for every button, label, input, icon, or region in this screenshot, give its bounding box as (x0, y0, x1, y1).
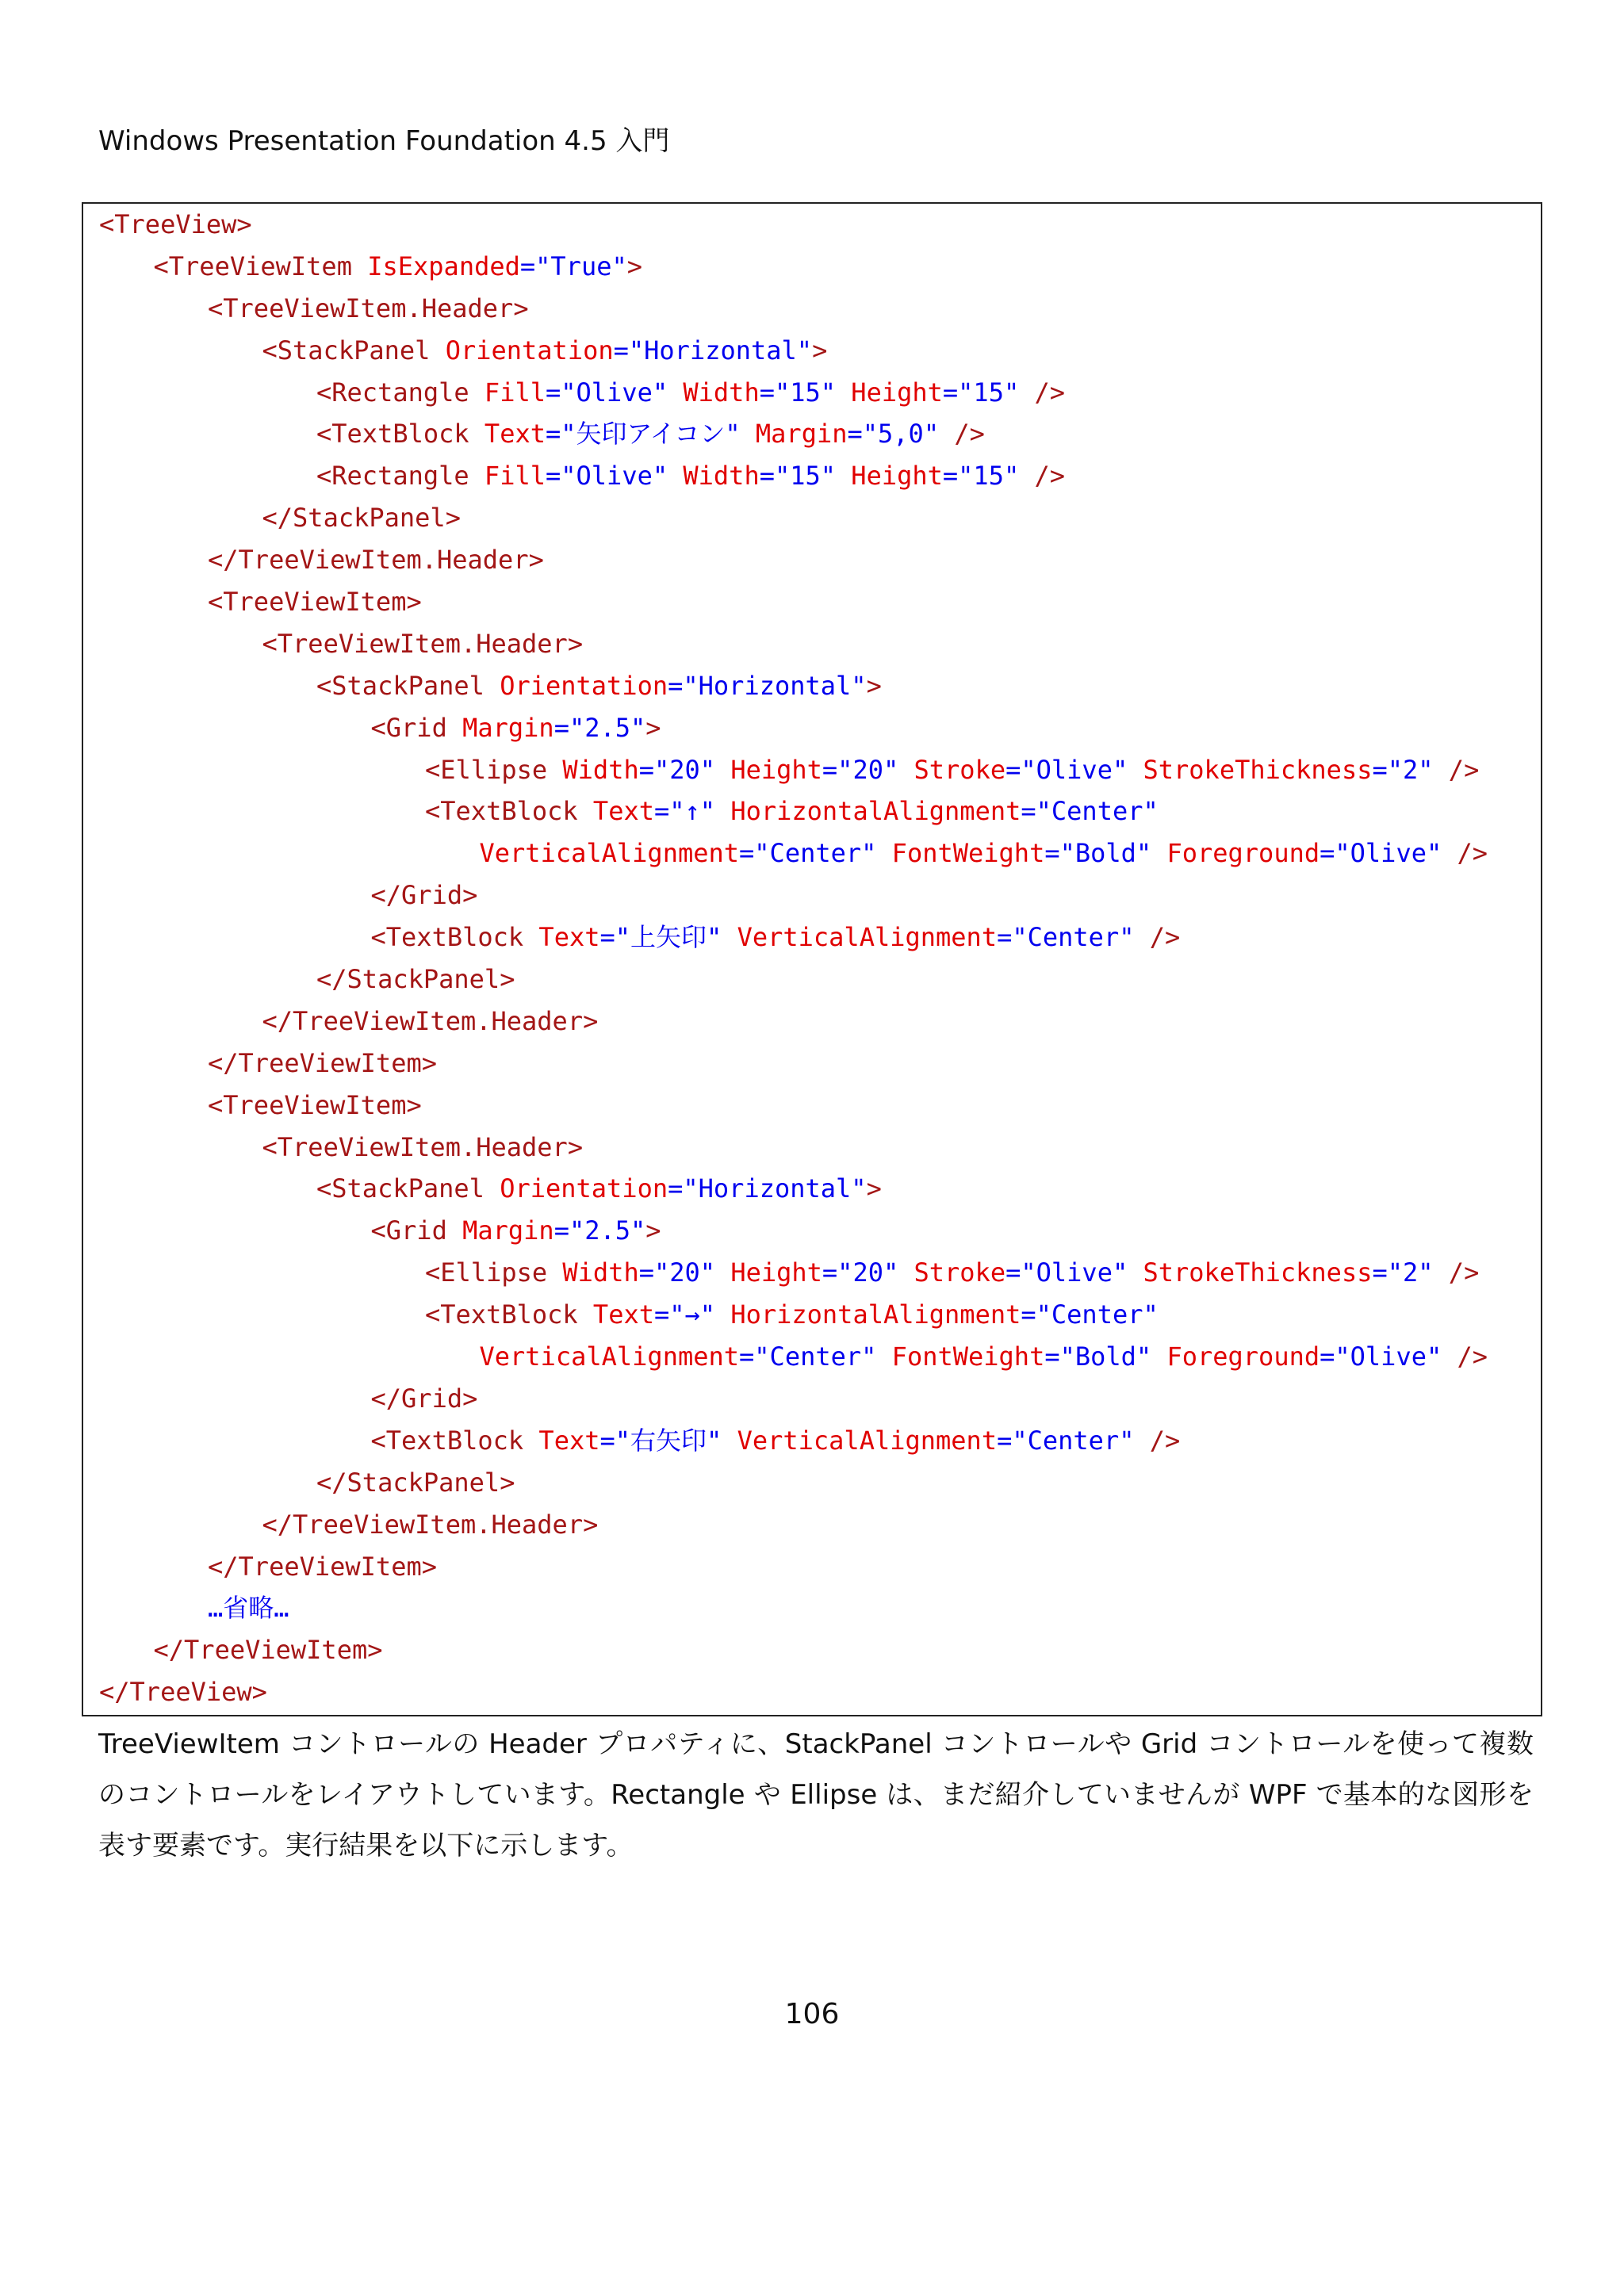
code-token-attr: StrokeThickness (1143, 1257, 1373, 1288)
code-line (99, 1587, 1488, 1629)
code-line (99, 874, 1488, 916)
code-line (99, 1168, 1488, 1210)
code-token-attr: VerticalAlignment (479, 838, 740, 869)
running-header: Windows Presentation Foundation 4.5 入門 (98, 125, 670, 157)
code-line (99, 372, 1488, 414)
code-line (99, 1043, 1488, 1085)
code-token-eq: = (545, 461, 561, 492)
code-token-attr: Margin (462, 712, 554, 743)
code-line (99, 832, 1488, 874)
code-listing (82, 202, 1542, 1716)
code-token-eq: = (613, 335, 629, 365)
code-token-val: "5,0" (862, 419, 955, 450)
code-token-val: "Olive" (1021, 754, 1143, 785)
code-token-attr: Orientation (500, 1173, 668, 1204)
code-token-eq: = (545, 377, 561, 408)
code-token-tag: </TreeViewItem> (208, 1551, 437, 1582)
code-line (99, 581, 1488, 623)
code-line (99, 1378, 1488, 1420)
code-token-tag: <Ellipse (425, 754, 563, 785)
code-token-tag: /> (1448, 754, 1480, 785)
code-line (99, 1252, 1488, 1294)
code-token-tag: <Rectangle (316, 461, 485, 492)
code-line (99, 497, 1488, 539)
code-line (99, 916, 1488, 959)
code-line (99, 539, 1488, 581)
code-token-tag: <Ellipse (425, 1257, 563, 1288)
code-token-tag: </StackPanel> (316, 964, 515, 995)
code-token-attr: Text (592, 1299, 654, 1330)
code-line (99, 959, 1488, 1001)
code-token-tag: <TreeViewItem> (208, 1089, 422, 1120)
code-token-val: "Olive" (1021, 1257, 1143, 1288)
code-token-attr: FontWeight (891, 1341, 1045, 1372)
code-line (99, 707, 1488, 749)
code-token-tag: <TreeView> (99, 209, 252, 239)
code-token-tag: > (866, 1173, 882, 1204)
code-token-val: "True" (535, 251, 627, 281)
code-line (99, 790, 1488, 832)
code-token-attr: Height (730, 1257, 822, 1288)
code-token-val: "2.5" (569, 1215, 646, 1246)
code-token-attr: IsExpanded (367, 251, 520, 281)
code-token-tag: <TreeViewItem (153, 251, 368, 281)
code-token-tag: <TextBlock (370, 922, 539, 953)
code-line (99, 1127, 1488, 1169)
code-token-val: "2" (1387, 1257, 1449, 1288)
code-token-attr: Fill (484, 377, 546, 408)
code-token-tag: > (866, 670, 882, 701)
code-token-attr: Margin (755, 419, 848, 450)
code-token-tag: </TreeViewItem> (208, 1047, 437, 1078)
code-token-tag: > (645, 712, 661, 743)
code-token-eq: = (1044, 1341, 1060, 1372)
code-token-val: "Center" (1036, 1299, 1159, 1330)
code-token-tag: </StackPanel> (262, 503, 461, 534)
body-paragraph: TreeViewItem コントロールの Header プロパティに、StackPanel コントロールや Grid コントロールを使って複数のコントロールをレイアウトしています。Rectangle や Ellipse は、まだ紹介していませんが WPF で基本的な図形を表す要素です。実行結果を以下に示します。 (98, 1728, 1534, 1862)
code-token-attr: VerticalAlignment (479, 1341, 740, 1372)
code-token-val: "2" (1387, 754, 1449, 785)
code-token-tag: </Grid> (370, 1383, 478, 1414)
code-token-tag: /> (1149, 922, 1181, 953)
code-token-attr: Width (562, 754, 639, 785)
code-token-eq: = (638, 1257, 654, 1288)
code-token-attr: Orientation (445, 335, 614, 365)
code-line (99, 455, 1488, 497)
code-token-attr: Height (851, 377, 943, 408)
code-line (99, 1629, 1488, 1671)
code-token-eq: = (1044, 838, 1060, 869)
code-token-attr: Foreground (1166, 838, 1320, 869)
code-token-val: "15" (958, 377, 1035, 408)
code-token-tag: <Grid (370, 1215, 463, 1246)
code-token-text: …省略… (208, 1593, 289, 1624)
code-token-val: "15" (774, 377, 852, 408)
code-token-eq: = (942, 377, 959, 408)
code-token-attr: Width (683, 377, 760, 408)
code-line (99, 413, 1488, 455)
code-token-tag: <StackPanel (262, 335, 446, 365)
code-token-attr: VerticalAlignment (737, 922, 998, 953)
code-line (99, 1085, 1488, 1127)
code-token-eq: = (653, 1299, 670, 1330)
code-line (99, 665, 1488, 707)
code-token-eq: = (1372, 1257, 1388, 1288)
code-token-val: "Olive" (1335, 838, 1457, 869)
code-token-val: "20" (837, 754, 914, 785)
code-token-attr: Stroke (914, 1257, 1006, 1288)
code-token-val: "上矢印" (615, 922, 737, 953)
code-token-attr: Text (592, 796, 654, 827)
page-number: 106 (784, 1998, 840, 2030)
code-token-val: "Center" (754, 838, 892, 869)
code-token-tag: <Grid (370, 712, 463, 743)
code-token-tag: /> (1448, 1257, 1480, 1288)
code-token-tag: </TreeViewItem.Header> (262, 1509, 599, 1540)
code-line (99, 1294, 1488, 1336)
code-token-val: "2.5" (569, 712, 646, 743)
code-token-tag: <TreeViewItem.Header> (262, 1131, 584, 1162)
code-token-eq: = (822, 1257, 838, 1288)
code-token-val: "Bold" (1059, 838, 1167, 869)
code-token-eq: = (1372, 754, 1388, 785)
code-token-attr: Orientation (500, 670, 668, 701)
code-token-val: "Horizontal" (683, 1173, 867, 1204)
code-token-tag: <TextBlock (370, 1425, 539, 1456)
code-line (99, 1001, 1488, 1043)
code-token-eq: = (553, 1215, 569, 1246)
code-token-eq: = (1021, 796, 1036, 827)
code-line (99, 246, 1488, 288)
code-token-val: "Center" (1012, 922, 1150, 953)
code-token-eq: = (668, 670, 684, 701)
code-token-attr: Stroke (914, 754, 1006, 785)
code-token-tag: > (812, 335, 828, 365)
code-token-eq: = (545, 419, 561, 450)
code-token-attr: Text (484, 419, 546, 450)
code-token-val: "20" (653, 1257, 731, 1288)
code-token-eq: = (739, 1341, 755, 1372)
code-token-eq: = (997, 1425, 1013, 1456)
code-token-attr: Text (538, 922, 600, 953)
code-token-tag: </Grid> (370, 880, 478, 911)
code-token-eq: = (1005, 1257, 1021, 1288)
code-token-tag: </StackPanel> (316, 1467, 515, 1498)
code-token-val: "Horizontal" (628, 335, 813, 365)
code-token-eq: = (553, 712, 569, 743)
code-line (99, 749, 1488, 791)
code-token-eq: = (638, 754, 654, 785)
code-token-eq: = (759, 461, 775, 492)
code-token-val: "Horizontal" (683, 670, 867, 701)
code-token-eq: = (1320, 1341, 1335, 1372)
code-token-val: "Center" (754, 1341, 892, 1372)
code-token-tag: </TreeView> (99, 1677, 267, 1708)
code-token-tag: /> (1457, 838, 1488, 869)
code-token-attr: Foreground (1166, 1341, 1320, 1372)
code-token-attr: Margin (462, 1215, 554, 1246)
code-token-tag: <Rectangle (316, 377, 485, 408)
code-token-eq: = (942, 461, 959, 492)
code-token-eq: = (519, 251, 536, 281)
code-token-attr: Height (851, 461, 943, 492)
code-token-val: "Bold" (1059, 1341, 1167, 1372)
code-token-eq: = (847, 419, 863, 450)
code-line (99, 288, 1488, 330)
code-line (99, 623, 1488, 665)
code-token-val: "20" (653, 754, 731, 785)
code-token-tag: <TextBlock (425, 796, 593, 827)
code-token-tag: <TreeViewItem.Header> (262, 628, 584, 659)
code-token-val: "15" (958, 461, 1035, 492)
body-text (98, 1719, 1534, 1871)
code-token-eq: = (997, 922, 1013, 953)
code-token-attr: HorizontalAlignment (730, 1299, 1021, 1330)
code-token-tag: <StackPanel (316, 1173, 500, 1204)
code-token-val: "Olive" (561, 377, 684, 408)
code-line (99, 330, 1488, 372)
code-token-tag: /> (1034, 377, 1066, 408)
code-token-val: "20" (837, 1257, 914, 1288)
code-token-tag: </TreeViewItem> (153, 1635, 383, 1666)
code-token-eq: = (822, 754, 838, 785)
code-token-tag: > (626, 251, 642, 281)
code-token-eq: = (1005, 754, 1021, 785)
code-line (99, 1336, 1488, 1378)
code-line (99, 1420, 1488, 1462)
code-token-val: "→" (669, 1299, 731, 1330)
code-token-attr: HorizontalAlignment (730, 796, 1021, 827)
code-token-attr: FontWeight (891, 838, 1045, 869)
code-token-tag: </TreeViewItem.Header> (208, 545, 544, 576)
code-token-val: "Center" (1012, 1425, 1150, 1456)
code-lines (99, 204, 1488, 1713)
code-token-tag: <TextBlock (316, 419, 485, 450)
code-token-tag: <StackPanel (316, 670, 500, 701)
code-token-attr: StrokeThickness (1143, 754, 1373, 785)
code-token-eq: = (599, 922, 615, 953)
code-token-tag: <TreeViewItem> (208, 587, 422, 618)
code-token-tag: > (645, 1215, 661, 1246)
code-token-tag: /> (1034, 461, 1066, 492)
code-token-val: "↑" (669, 796, 731, 827)
code-token-attr: Fill (484, 461, 546, 492)
code-token-val: "右矢印" (615, 1425, 737, 1456)
code-token-attr: Text (538, 1425, 600, 1456)
code-token-val: "Center" (1036, 796, 1159, 827)
code-token-tag: /> (1149, 1425, 1181, 1456)
code-token-val: "矢印アイコン" (561, 419, 756, 450)
code-token-attr: Height (730, 754, 822, 785)
code-token-tag: <TreeViewItem.Header> (208, 293, 529, 323)
code-token-val: "Olive" (561, 461, 684, 492)
code-token-attr: Width (562, 1257, 639, 1288)
code-token-eq: = (1021, 1299, 1036, 1330)
code-token-attr: VerticalAlignment (737, 1425, 998, 1456)
code-token-tag: /> (954, 419, 985, 450)
code-token-eq: = (653, 796, 670, 827)
code-token-tag: /> (1457, 1341, 1488, 1372)
code-token-attr: Width (683, 461, 760, 492)
code-line (99, 1546, 1488, 1588)
code-token-eq: = (599, 1425, 615, 1456)
code-token-eq: = (1320, 838, 1335, 869)
code-line (99, 1462, 1488, 1504)
code-token-val: "Olive" (1335, 1341, 1457, 1372)
code-line (99, 1504, 1488, 1546)
code-token-eq: = (739, 838, 755, 869)
code-line (99, 204, 1488, 246)
code-token-eq: = (759, 377, 775, 408)
code-token-val: "15" (774, 461, 852, 492)
code-token-tag: <TextBlock (425, 1299, 593, 1330)
code-token-tag: </TreeViewItem.Header> (262, 1005, 599, 1036)
code-token-eq: = (668, 1173, 684, 1204)
code-line (99, 1210, 1488, 1252)
code-line (99, 1671, 1488, 1713)
